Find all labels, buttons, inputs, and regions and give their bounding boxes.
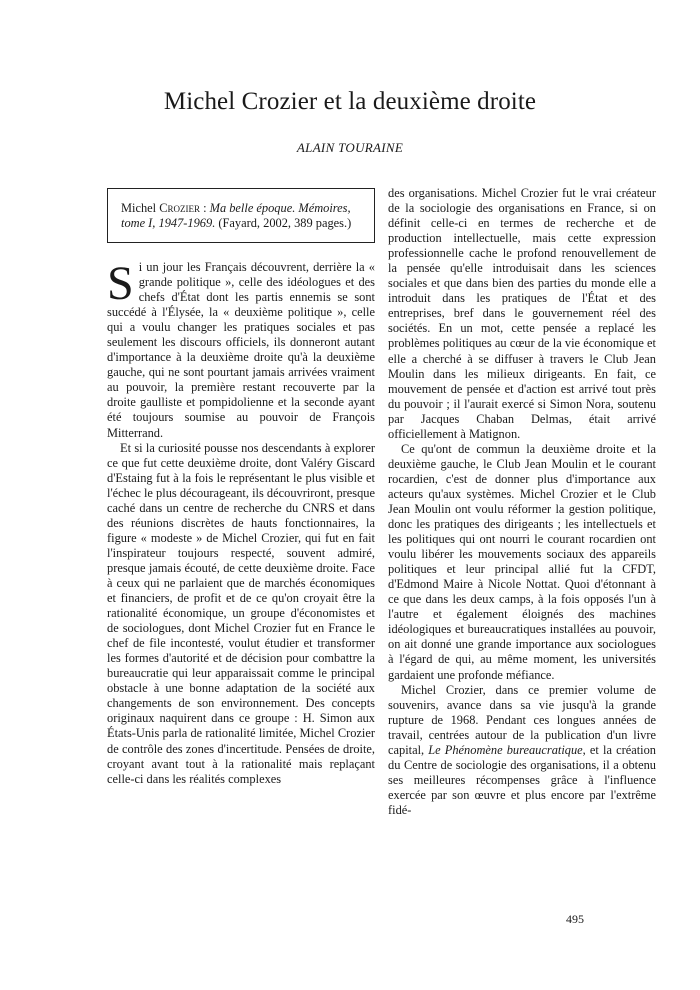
book-reference-box — [107, 188, 375, 243]
drop-cap: S — [107, 257, 134, 310]
paragraph-1-text: i un jour les Français découvrent, derrière la « grande politique », celle des idéologues et des chefs d'État dont les partis ennemis se sont succédé à l'Élysée, la « deuxième politique », celle qui a voulu changer les pratiques sociales et pas seulement les discours officiels, ils donneront autant d'importance à la deuxième droite qu'à la deuxième gauche, qui ne sont pourtant jamais arrivées vraiment au pouvoir, la première restant recouverte par la droite gaulliste et pompidolienne et la seconde ayant été toujours soumise au pouvoir de François Mitterrand. — [107, 260, 375, 440]
reference-book-title: Ma belle époque. Mémoires, tome I, 1947-1969. — [121, 201, 351, 230]
article-author: ALAIN TOURAINE — [296, 140, 404, 155]
reference-author-first: Michel — [121, 201, 157, 215]
paragraph-5-start: Michel Crozier, dans ce premier volume de souvenirs, avance dans sa vie jusqu'à la grande rupture de 1968. Pendant ces longues années de travail, centrées autour de la publication d'un livre capital, — [388, 682, 656, 757]
left-column — [107, 186, 375, 787]
book-title-inline: Le Phénomène bureaucratique — [428, 742, 583, 757]
article-title: Michel Crozier et la deuxième droite — [163, 88, 537, 115]
reference-separator: : — [199, 201, 210, 215]
paragraph-3: des organisations. Michel Crozier fut le vrai créateur de la sociologie des organisations en France, si on définit celle-ci en termes de recherche et de production intellectuelle, mais cette expression professionnelle cache le profond renouvellement de la pensée qu'elle introduisait dans les sciences sociales et que dans bien des parties du monde elle a introduit dans les pratiques de l'État et des entreprises, bref dans le gouvernement réel des sociétés. En un mot, cette pensée a replacé les problèmes politiques au cœur de la vie économique et elle a cherché à se diffuser à travers le Club Jean Moulin dans les milieux dirigeants. En fait, ce mouvement de pensée et d'action est arrivé tout près du pouvoir ; il l'aurait exercé si Simon Nora, soutenu par Jacques Chaban Delmas, était arrivé officiellement à Matignon. — [388, 186, 656, 441]
paragraph-4: Ce qu'ont de commun la deuxième droite et la deuxième gauche, le Club Jean Moulin et le courant rocardien, c'est de donner plus d'importance aux acteurs qu'aux systèmes. Michel Crozier et le Club Jean Moulin ont voulu réformer la gestion politique, donc les pratiques des dirigeants ; les intellectuels et les politiques qui ont nourri le courant rocardien ont voulu libérer les mouvements sociaux des appareils politiques et leur principal allié fut la CFDT, d'Edmond Maire à Nicole Nottat. Quoi d'étonnant à ce que dans les deux camps, à la fois opposés l'un à l'autre et également éloignés des machines idéologiques et bureaucratiques installées au pouvoir, on ait donné une grande importance aux sociologues à l'égard de qui, au même moment, les universités gardaient une profonde méfiance. — [388, 441, 656, 682]
paragraph-1 — [107, 257, 375, 441]
paragraph-2: Et si la curiosité pousse nos descendants à explorer ce que fut cette deuxième droite, dont Valéry Giscard d'Estaing fut à la fois le représentant le plus visible et l'échec le plus décourageant, ils découvriront, presque caché dans un centre de recherche du CNRS et dans des réunions discrètes de hauts fonctionnaires, la figure « modeste » de Michel Crozier, qui fut en fait l'inspirateur toujours respecté, souvent admiré, presque jamais écouté, de cette deuxième droite. Face à ceux qui ne parlaient que de marchés économiques et financiers, de profit et de ce qu'on croyait être la rationalité économique, un groupe d'économistes et de sociologues, dont Michel Crozier fut en France le chef de file incontesté, voulut étudier et transformer les formes d'autorité et de décision pour combattre la bureaucratie qui leur apparaissait comme le principal obstacle à une bonne adaptation de la société aux changements de son environnement. Des concepts originaux naquirent dans ce groupe : H. Simon aux États-Unis parla de rationalité limitée, Michel Crozier de contrôle des zones d'incertitude. Pensées de droite, croyant avant tout à la rationalité mais replaçant celle-ci dans les réalités complexes — [107, 440, 375, 786]
reference-author-last: Crozier — [159, 201, 200, 215]
paragraph-5 — [388, 683, 656, 818]
right-column — [388, 186, 656, 818]
reference-publisher: (Fayard, 2002, 389 pages.) — [215, 216, 352, 230]
page-number: 495 — [566, 912, 584, 926]
paragraph-5-end: , et la création du Centre de sociologie des organisations, il a obtenu ses meilleures récompenses grâce à l'influence exercée par son œuvre et plus encore par l'extrême fidé- — [388, 742, 656, 817]
